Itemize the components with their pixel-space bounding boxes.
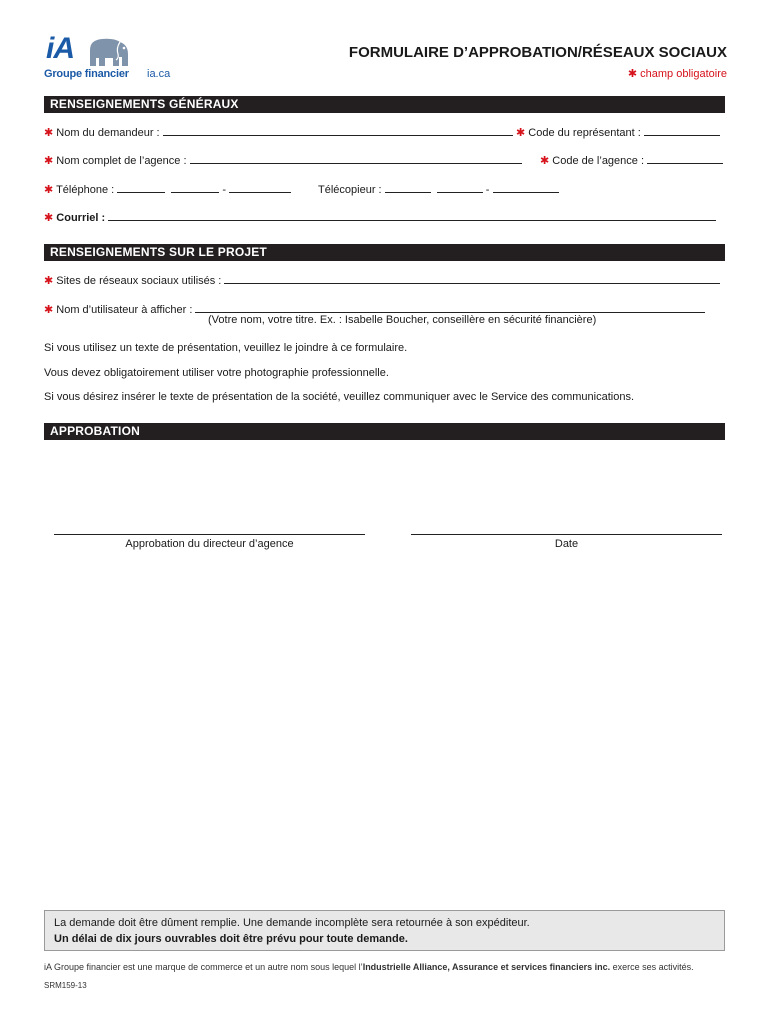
applicant-name-field[interactable] (163, 124, 513, 136)
rep-code-row (516, 124, 720, 139)
legal-suffix: exerce ses activités. (610, 962, 694, 972)
fax-dash: - (485, 184, 490, 196)
section-approval-heading: APPROBATION (44, 423, 725, 440)
phone-area-field[interactable] (117, 181, 165, 193)
required-star-icon: ✱ (44, 275, 54, 287)
agency-code-field[interactable] (647, 152, 723, 164)
email-label: Courriel : (56, 212, 106, 224)
username-field[interactable] (195, 301, 705, 313)
rep-code-label: Code du représentant : (528, 127, 641, 139)
fax-row (318, 181, 559, 196)
legal-prefix: iA Groupe financier est une marque de commerce et un autre nom sous lequel l’ (44, 962, 363, 972)
notice-incomplete: La demande doit être dûment remplie. Une demande incomplète sera retournée à son expéditeur. (54, 917, 530, 929)
fax-area-field[interactable] (385, 181, 431, 193)
paragraph-presentation: Si vous utilisez un texte de présentation, veuillez le joindre à ce formulaire. (44, 342, 408, 354)
rep-code-field[interactable] (644, 124, 720, 136)
agency-name-label: Nom complet de l’agence : (56, 155, 187, 167)
required-legend-text: champ obligatoire (640, 68, 727, 80)
document-code: SRM159-13 (44, 981, 87, 990)
required-star-icon: ✱ (44, 304, 54, 316)
date-label: Date (554, 538, 579, 550)
required-star-icon: ✱ (44, 155, 54, 167)
required-star-icon: ✱ (44, 184, 54, 196)
email-field[interactable] (108, 209, 716, 221)
required-star-icon: ✱ (516, 127, 526, 139)
logo-ia-text: iA (46, 32, 74, 65)
paragraph-communications: Si vous désirez insérer le texte de présentation de la société, veuillez communiquer avec le Service des communications. (44, 391, 635, 403)
fax-number-field[interactable] (493, 181, 559, 193)
elephant-logo-icon (86, 36, 132, 68)
logo-group-text: Groupe financier (44, 68, 129, 80)
required-star-icon: ✱ (44, 212, 54, 224)
username-label: Nom d’utilisateur à afficher : (56, 304, 193, 316)
required-star-icon: ✱ (540, 155, 550, 167)
username-hint: (Votre nom, votre titre. Ex. : Isabelle Boucher, conseillère en sécurité financière) (208, 314, 597, 326)
notice-delay: Un délai de dix jours ouvrables doit être prévu pour toute demande. (54, 933, 408, 945)
phone-number-field[interactable] (229, 181, 291, 193)
phone-label: Téléphone : (56, 184, 115, 196)
sites-label: Sites de réseaux sociaux utilisés : (56, 275, 222, 287)
date-line[interactable] (411, 534, 722, 535)
legal-notice (44, 962, 694, 972)
agency-name-field[interactable] (190, 152, 522, 164)
director-signature-label: Approbation du directeur d’agence (125, 538, 294, 550)
required-star-icon: ✱ (627, 68, 638, 80)
email-row (44, 209, 716, 224)
fax-prefix-field[interactable] (437, 181, 483, 193)
agency-code-row (540, 152, 723, 167)
agency-code-label: Code de l’agence : (552, 155, 645, 167)
director-signature-line[interactable] (54, 534, 365, 535)
section-project-heading: RENSEIGNEMENTS SUR LE PROJET (44, 244, 725, 261)
fax-label: Télécopieur : (318, 184, 382, 196)
applicant-name-row (44, 124, 513, 139)
phone-prefix-field[interactable] (171, 181, 219, 193)
paragraph-photo: Vous devez obligatoirement utiliser votre photographie professionnelle. (44, 367, 389, 379)
legal-company: Industrielle Alliance, Assurance et services financiers inc. (362, 962, 611, 972)
applicant-name-label: Nom du demandeur : (56, 127, 160, 139)
required-star-icon: ✱ (44, 127, 54, 139)
agency-name-row (44, 152, 522, 167)
form-title: FORMULAIRE D’APPROBATION/RÉSEAUX SOCIAUX (348, 44, 727, 61)
site-link[interactable]: ia.ca (147, 68, 171, 80)
phone-dash: - (222, 184, 227, 196)
phone-row (44, 181, 291, 196)
section-general-heading: RENSEIGNEMENTS GÉNÉRAUX (44, 96, 725, 113)
sites-row (44, 272, 720, 287)
sites-field[interactable] (224, 272, 720, 284)
required-legend (628, 67, 727, 80)
